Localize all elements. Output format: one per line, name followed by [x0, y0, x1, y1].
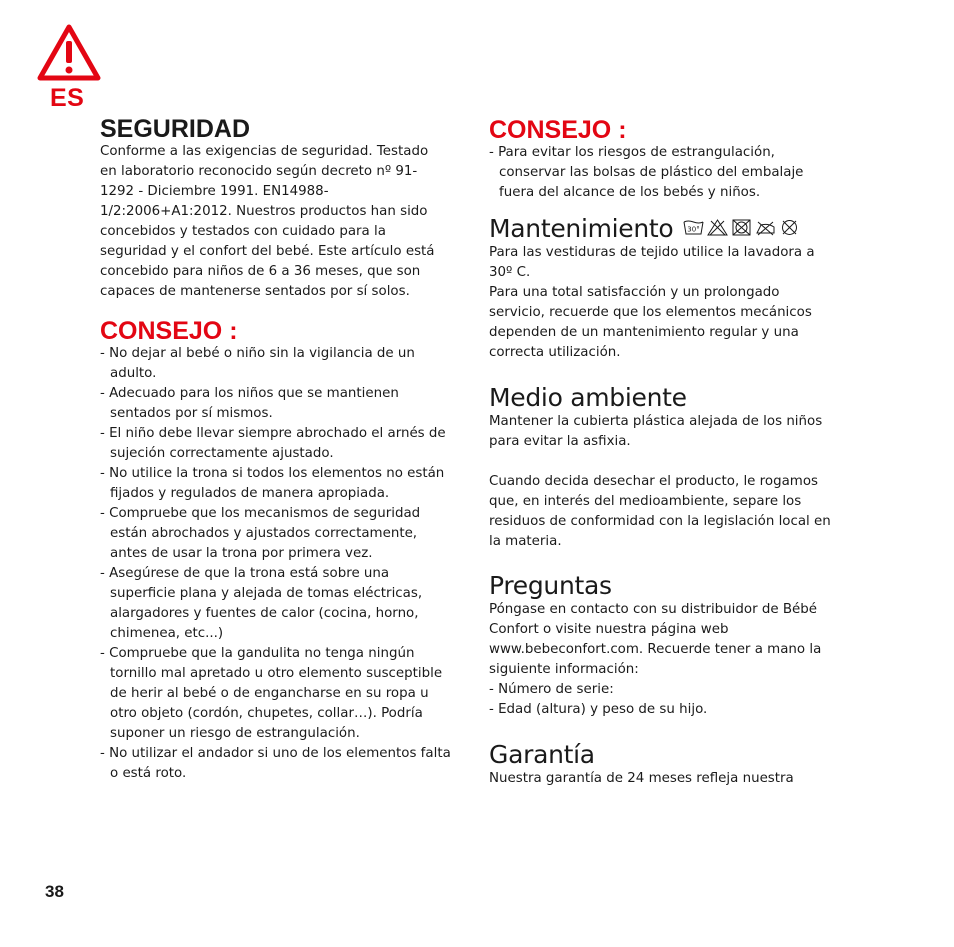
care-symbols [683, 219, 800, 236]
section-garantia [489, 741, 844, 789]
consejo-right-list [489, 143, 809, 203]
list-item: - Para evitar los riesgos de estrangulación, conservar las bolsas de plástico del embalaje fuera del alcance de los bebés y niños. [489, 145, 804, 200]
list-item: - Compruebe que los mecanismos de seguridad están abrochados y ajustados correctamente, antes de usar la trona por primera vez. [100, 506, 421, 561]
section-consejo-right [489, 117, 844, 203]
no-bleach-icon [707, 219, 728, 236]
no-tumble-dry-icon [731, 219, 752, 236]
seguridad-title: SEGURIDAD [100, 115, 251, 143]
mantenimiento-para1: Para las vestiduras de tejido utilice la lavadora a 30º C. [489, 245, 815, 280]
medio-ambiente-title: Medio ambiente [489, 383, 687, 412]
wash-30-icon [683, 219, 704, 236]
preguntas-item-2: - Edad (altura) y peso de su hijo. [489, 702, 708, 717]
svg-text:30°: 30° [686, 225, 700, 234]
section-medio-ambiente [489, 384, 844, 552]
preguntas-item-1: - Número de serie: [489, 682, 614, 697]
section-seguridad [100, 116, 455, 302]
consejo-left-title: CONSEJO : [100, 317, 238, 345]
seguridad-text: Conforme a las exigencias de seguridad. Testado en laboratorio reconocido según decreto nº 91-1292 - Diciembre 1991. EN14988-1/2:2006+A1:2012. Nuestros productos han sido concebidos y testados con cuidado para la seguridad y el confort del bebé. Este artículo está concebido para niños de 6 a 36 meses, que son capaces de mantenerse sentados por sí solos. [100, 144, 435, 299]
consejo-left-list [100, 344, 452, 784]
list-item: - No utilice la trona si todos los elementos no están fijados y regulados de manera apropiada. [100, 466, 445, 501]
medio-ambiente-para1: Mantener la cubierta plástica alejada de los niños para evitar la asfixia. [489, 414, 823, 449]
garantia-text: Nuestra garantía de 24 meses refleja nuestra [489, 771, 794, 786]
garantia-title: Garantía [489, 740, 595, 769]
no-dry-clean-icon [779, 219, 800, 236]
page-number: 38 [45, 882, 64, 901]
section-preguntas [489, 572, 844, 720]
no-iron-icon [755, 219, 776, 236]
list-item: - El niño debe llevar siempre abrochado el arnés de sujeción correctamente ajustado. [100, 426, 446, 461]
language-code: ES [50, 84, 85, 112]
section-consejo-left [100, 318, 455, 784]
list-item: - Compruebe que la gandulita no tenga ningún tornillo mal apretado u otro elemento susceptible de herir al bebé o de engancharse en su ropa u otro objeto (cordón, chupetes, collar…). Podría suponer un riesgo de estrangulación. [100, 646, 443, 741]
mantenimiento-title: Mantenimiento [489, 214, 674, 243]
preguntas-title: Preguntas [489, 571, 612, 600]
consejo-right-title: CONSEJO : [489, 116, 627, 144]
list-item: - Adecuado para los niños que se mantienen sentados por sí mismos. [100, 386, 399, 421]
mantenimiento-para2: Para una total satisfacción y un prolongado servicio, recuerde que los elementos mecánicos dependen de un mantenimiento regular y una correcta utilización. [489, 285, 812, 360]
list-item: - Asegúrese de que la trona está sobre una superficie plana y alejada de tomas eléctricas, alargadores y fuentes de calor (cocina, horno, chimenea, etc...) [100, 566, 423, 641]
list-item: - No dejar al bebé o niño sin la vigilancia de un adulto. [100, 346, 415, 381]
list-item: - No utilizar el andador si uno de los elementos falta o está roto. [100, 746, 451, 781]
section-mantenimiento [489, 215, 844, 363]
medio-ambiente-para2: Cuando decida desechar el producto, le rogamos que, en interés del medioambiente, separe los residuos de conformidad con la legislación local en la materia. [489, 474, 831, 549]
warning-triangle-icon [37, 24, 101, 82]
preguntas-text: Póngase en contacto con su distribuidor de Bébé Confort o visite nuestra página web www.bebeconfort.com. Recuerde tener a mano la siguiente información: [489, 602, 822, 677]
